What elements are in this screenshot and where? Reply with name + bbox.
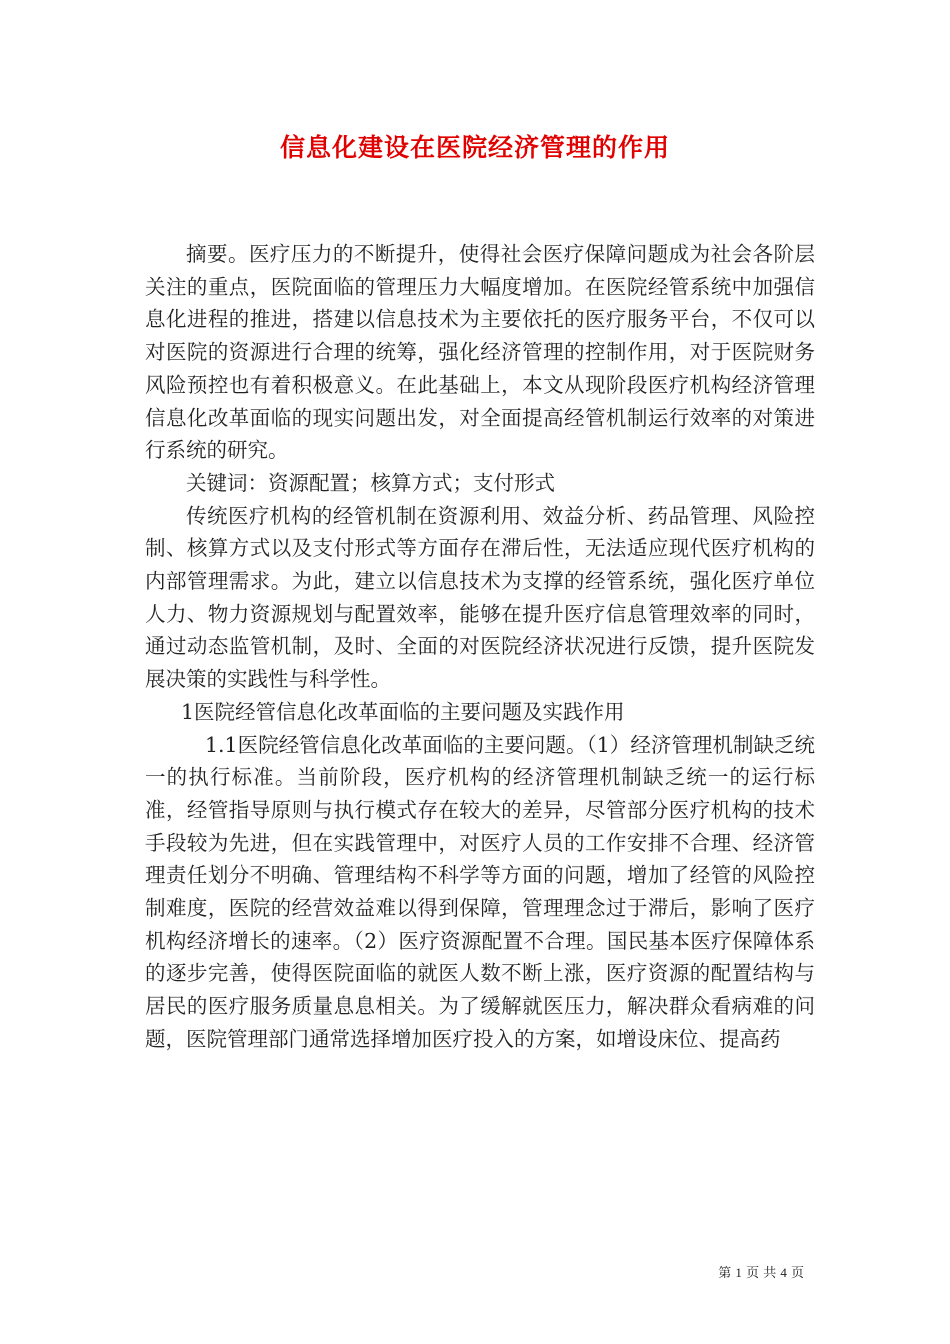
subsection-paragraph: 1.1医院经管信息化改革面临的主要问题。（1）经济管理机制缺乏统一的执行标准。当前阶段，医疗机构的经济管理机制缺乏统一的运行标准，经管指导原则与执行模式存在较大的差异，尽管部分医疗机构的技术手段较为先进，但在实践管理中，对医疗人员的工作安排不合理、经济管理责任划分不明确、管理结构不科学等方面的问题，增加了经管的风险控制难度，医院的经营效益难以得到保障，管理理念过于滞后，影响了医疗机构经济增长的速率。（2）医疗资源配置不合理。国民基本医疗保障体系的逐步完善，使得医院面临的就医人数不断上涨，医疗资源的配置结构与居民的医疗服务质量息息相关。为了缓解就医压力，解决群众看病难的问题，医院管理部门通常选择增加医疗投入的方案，如增设床位、提高药 <box>145 732 815 1051</box>
footer-suffix: 页 <box>790 1266 804 1281</box>
document-title: 信息化建设在医院经济管理的作用 <box>279 133 670 162</box>
document-body <box>145 238 815 1056</box>
footer-total-pages: 4 <box>780 1265 787 1280</box>
intro-paragraph: 传统医疗机构的经管机制在资源利用、效益分析、药品管理、风险控制、核算方式以及支付形式等方面存在滞后性，无法适应现代医疗机构的内部管理需求。为此，建立以信息技术为支撑的经管系统，强化医疗单位人力、物力资源规划与配置效率，能够在提升医疗信息管理效率的同时，通过动态监管机制，及时、全面的对医院经济状况进行反馈，提升医院发展决策的实践性与科学性。 <box>145 503 815 692</box>
abstract-paragraph: 摘要。医疗压力的不断提升，使得社会医疗保障问题成为社会各阶层关注的重点，医院面临的管理压力大幅度增加。在医院经管系统中加强信息化进程的推进，搭建以信息技术为主要依托的医疗服务平台，不仅可以对医院的资源进行合理的统筹，强化经济管理的控制作用，对于医院财务风险预控也有着积极意义。在此基础上，本文从现阶段医疗机构经济管理信息化改革面临的现实问题出发，对全面提高经管机制运行效率的对策进行系统的研究。 <box>145 242 815 463</box>
section-heading: 1医院经管信息化改革面临的主要问题及实践作用 <box>181 699 625 724</box>
keywords-line: 关键词：资源配置；核算方式；支付形式 <box>186 470 555 495</box>
footer-middle: 页 共 <box>746 1266 777 1281</box>
footer-page-number: 1 <box>735 1265 742 1280</box>
footer-prefix: 第 <box>718 1266 732 1281</box>
page-footer <box>718 1262 804 1281</box>
